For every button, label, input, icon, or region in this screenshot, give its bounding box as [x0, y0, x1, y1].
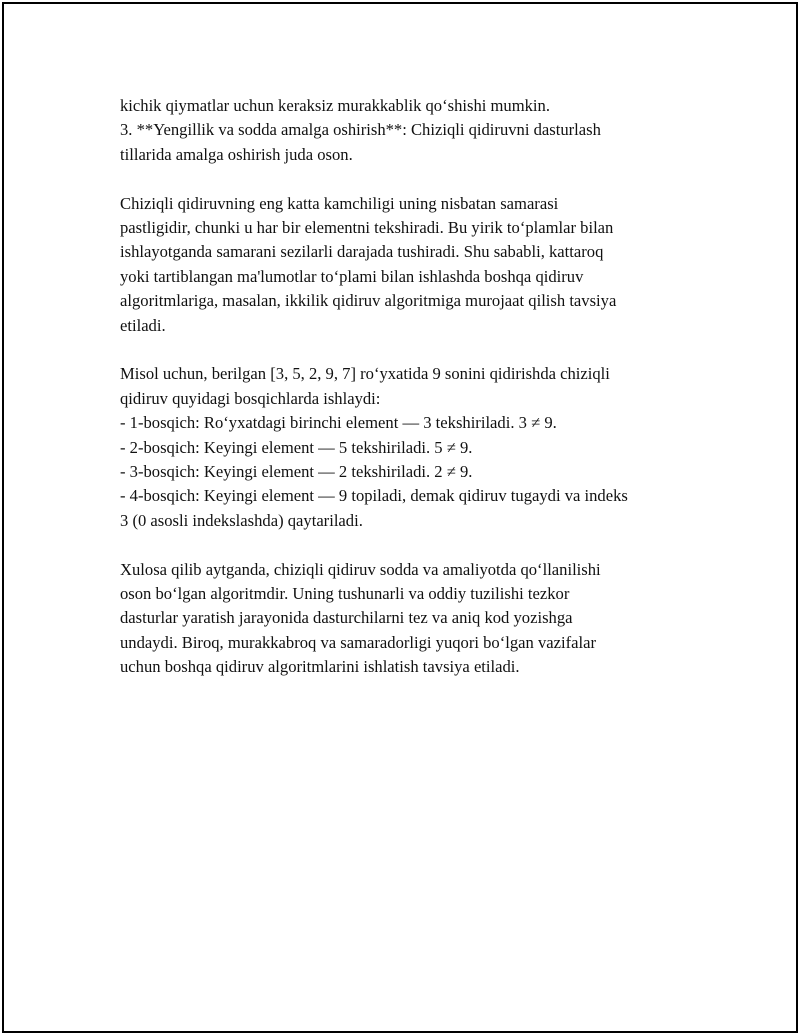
text-line: ishlayotganda samarani sezilarli darajada tushiradi. Shu sababli, kattaroq	[120, 242, 604, 262]
text-line: pastligidir, chunki u har bir elementni tekshiradi. Bu yirik to‘plamlar bilan	[120, 218, 614, 238]
text-line: etiladi.	[120, 315, 166, 335]
text-line: Misol uchun, berilgan [3, 5, 2, 9, 7] ro‘yxatida 9 sonini qidirishda chiziqli	[120, 364, 610, 384]
text-line: yoki tartiblangan ma'lumotlar to‘plami bilan ishlashda boshqa qidiruv	[120, 266, 584, 286]
text-line: uchun boshqa qidiruv algoritmlarini ishlatish tavsiya etiladi.	[120, 657, 520, 677]
paragraph-spacer	[120, 533, 710, 557]
paragraph-spacer	[120, 167, 710, 191]
text-line: tillarida amalga oshirish juda oson.	[120, 144, 353, 164]
document-page	[2, 2, 798, 1033]
list-item: - 2-bosqich: Keyingi element — 5 tekshiriladi. 5 ≠ 9.	[120, 437, 473, 457]
text-line: dasturlar yaratish jarayonida dasturchilarni tez va aniq kod yozishga	[120, 608, 573, 628]
text-line: 3 (0 asosli indekslashda) qaytariladi.	[120, 510, 363, 530]
text-line: algoritmlariga, masalan, ikkilik qidiruv algoritmiga murojaat qilish tavsiya	[120, 291, 617, 311]
text-line: kichik qiymatlar uchun keraksiz murakkablik qo‘shishi mumkin.	[120, 96, 550, 115]
list-item: - 1-bosqich: Ro‘yxatdagi birinchi element — 3 tekshiriladi. 3 ≠ 9.	[120, 413, 557, 433]
list-item: - 4-bosqich: Keyingi element — 9 topiladi, demak qidiruv tugaydi va indeks	[120, 486, 628, 506]
list-item: 3. **Yengillik va sodda amalga oshirish**: Chiziqli qidiruvni dasturlash	[120, 120, 601, 140]
text-line: undaydi. Biroq, murakkabroq va samaradorligi yuqori bo‘lgan vazifalar	[120, 632, 597, 652]
text-line: Xulosa qilib aytganda, chiziqli qidiruv sodda va amaliyotda qo‘llanilishi	[120, 559, 601, 579]
paragraph	[120, 192, 710, 338]
list-item: - 3-bosqich: Keyingi element — 2 tekshiriladi. 2 ≠ 9.	[120, 462, 473, 482]
paragraph	[120, 94, 710, 167]
text-line: qidiruv quyidagi bosqichlarda ishlaydi:	[120, 388, 381, 408]
document-body	[120, 94, 710, 680]
text-line: Chiziqli qidiruvning eng katta kamchiligi uning nisbatan samarasi	[120, 193, 559, 213]
text-line: oson bo‘lgan algoritmdir. Uning tushunarli va oddiy tuzilishi tezkor	[120, 584, 570, 604]
paragraph	[120, 558, 710, 680]
paragraph	[120, 362, 710, 533]
paragraph-spacer	[120, 338, 710, 362]
